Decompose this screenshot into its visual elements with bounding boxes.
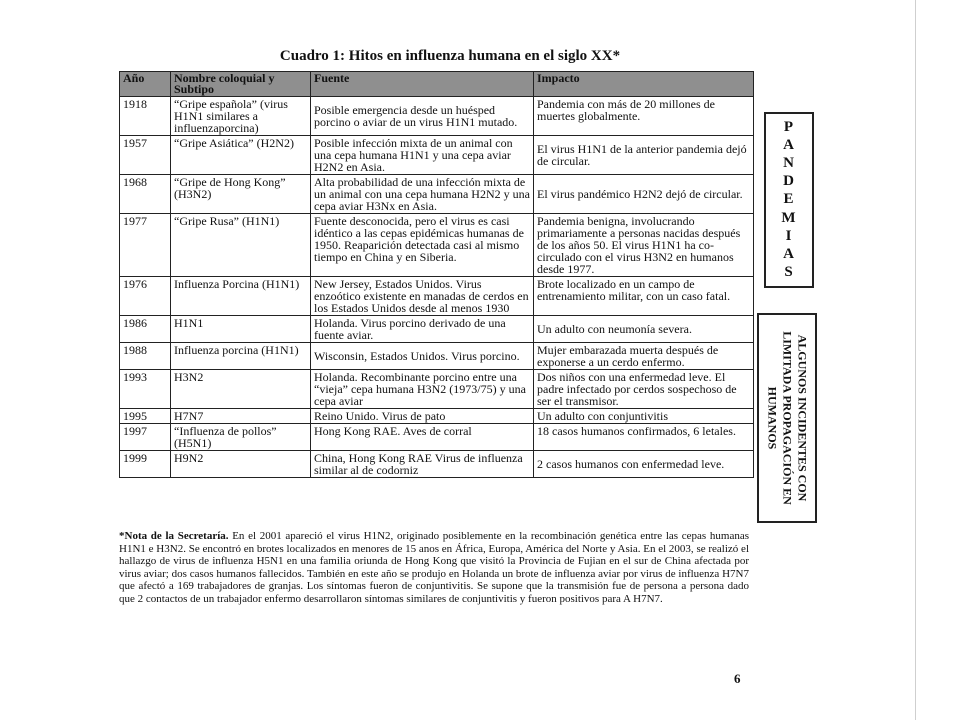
- pandemias-letter: E: [783, 191, 795, 208]
- cell-source: Hong Kong RAE. Aves de corral: [311, 424, 534, 451]
- cell-impact: Pandemia con más de 20 millones de muertes globalmente.: [534, 97, 754, 136]
- cell-name: H7N7: [171, 409, 311, 424]
- cell-name: “Gripe española” (virus H1N1 similares a influenzaporcina): [171, 97, 311, 136]
- table-row: [120, 316, 754, 343]
- table-row: [120, 424, 754, 451]
- cell-year: 1976: [120, 277, 171, 316]
- limited-incidents-text: ALGUNOS INCIDENTES CON LIMITADA PROPAGACIÓN EN HUMANOS: [765, 331, 810, 505]
- cell-impact: El virus H1N1 de la anterior pandemia dejó de circular.: [534, 136, 754, 175]
- cell-source: Wisconsin, Estados Unidos. Virus porcino.: [311, 343, 534, 370]
- cell-name: H3N2: [171, 370, 311, 409]
- cell-name: H9N2: [171, 451, 311, 478]
- cell-source: Fuente desconocida, pero el virus es casi idéntico a las cepas epidémicas humanas de 1950. Reaparición detectada casi al mismo tiempo en China y en Siberia.: [311, 214, 534, 277]
- table-row: [120, 409, 754, 424]
- cell-name: “Gripe de Hong Kong” (H3N2): [171, 175, 311, 214]
- page-edge-divider: [915, 0, 916, 720]
- header-source: Fuente: [311, 72, 534, 97]
- table-title: Cuadro 1: Hitos en influenza humana en el siglo XX*: [279, 48, 621, 64]
- pandemias-letter: N: [783, 155, 795, 172]
- cell-source: Holanda. Recombinante porcino entre una “vieja” cepa humana H3N2 (1973/75) y una cepa aviar: [311, 370, 534, 409]
- table-row: [120, 214, 754, 277]
- cell-year: 1995: [120, 409, 171, 424]
- pandemias-side-label: [764, 112, 814, 288]
- cell-name: Influenza porcina (H1N1): [171, 343, 311, 370]
- table-row: [120, 97, 754, 136]
- cell-year: 1997: [120, 424, 171, 451]
- table-row: [120, 175, 754, 214]
- cell-source: Posible emergencia desde un huésped porcino o aviar de un virus H1N1 mutado.: [311, 97, 534, 136]
- cell-source: Posible infección mixta de un animal con una cepa humana H1N1 y una cepa aviar H2N2 en Asia.: [311, 136, 534, 175]
- table-header-row: [120, 72, 754, 97]
- cell-impact: Mujer embarazada muerta después de exponerse a un cerdo enfermo.: [534, 343, 754, 370]
- table-row: [120, 136, 754, 175]
- cell-impact: Brote localizado en un campo de entrenamiento militar, con un caso fatal.: [534, 277, 754, 316]
- note-label: *Nota de la Secretaría.: [119, 530, 229, 542]
- cell-year: 1993: [120, 370, 171, 409]
- influenza-milestones-table: [119, 71, 754, 478]
- note-text: En el 2001 apareció el virus H1N2, originado posiblemente en la recombinación genética entre las cepas humanas H1N1 e H3N2. Se encontró en brotes localizados en menores de 15 anos en África, Europa, América del Norte y Asia. En el 2003, se realizó el hallazgo de virus de influenza H5N1 en una familia oriunda de Hong Kong que visitó la Provincia de Fujian en el sur de China afectada por virus aviar; dos casos humanos fallecidos. También en este año se produjo en Holanda un brote de influenza aviar por virus de influenza H7N7 que afectó a 169 trabajadores de granjas. Los síntomas fueron de conjuntivitis. Se supone que la transmisión fue de persona a persona dado que 2 contactos de un trabajador enfermo desarrollaron síntomas similares de conjuntivitis y fueron positivos para A H7N7.: [119, 530, 749, 605]
- cell-year: 1957: [120, 136, 171, 175]
- cell-year: 1986: [120, 316, 171, 343]
- cell-impact: 2 casos humanos con enfermedad leve.: [534, 451, 754, 478]
- pandemias-letter: A: [783, 136, 795, 153]
- table-row: [120, 370, 754, 409]
- cell-impact: El virus pandémico H2N2 dejó de circular.: [534, 175, 754, 214]
- table-row: [120, 451, 754, 478]
- table-row: [120, 277, 754, 316]
- pandemias-letter: M: [781, 209, 797, 226]
- cell-year: 1977: [120, 214, 171, 277]
- cell-name: Influenza Porcina (H1N1): [171, 277, 311, 316]
- cell-source: Reino Unido. Virus de pato: [311, 409, 534, 424]
- cell-impact: Un adulto con neumonía severa.: [534, 316, 754, 343]
- cell-impact: Dos niños con una enfermedad leve. El padre infectado por cerdos sospechoso de ser el transmisor.: [534, 370, 754, 409]
- cell-source: China, Hong Kong RAE Virus de influenza similar al de codorniz: [311, 451, 534, 478]
- cell-name: H1N1: [171, 316, 311, 343]
- pandemias-letter: A: [783, 246, 795, 263]
- header-name: Nombre coloquial y Subtipo: [171, 72, 311, 97]
- cell-source: Holanda. Virus porcino derivado de una fuente aviar.: [311, 316, 534, 343]
- cell-year: 1999: [120, 451, 171, 478]
- header-year: Año: [120, 72, 171, 97]
- cell-impact: Un adulto con conjuntivitis: [534, 409, 754, 424]
- cell-name: “Gripe Asiática” (H2N2): [171, 136, 311, 175]
- cell-year: 1968: [120, 175, 171, 214]
- limited-incidents-side-label: [757, 313, 817, 523]
- header-impact: Impacto: [534, 72, 754, 97]
- cell-source: Alta probabilidad de una infección mixta de un animal con una cepa humana H2N2 y una cepa aviar H3Nx en Asia.: [311, 175, 534, 214]
- pandemias-letter: P: [783, 118, 795, 135]
- cell-year: 1918: [120, 97, 171, 136]
- page-number: 6: [734, 671, 741, 686]
- cell-impact: Pandemia benigna, involucrando primariamente a personas nacidas después de los años 50. El virus H1N1 ha co- circulado con el virus H3N2 en humanos desde 1977.: [534, 214, 754, 277]
- cell-year: 1988: [120, 343, 171, 370]
- secretariat-note: [119, 530, 749, 606]
- pandemias-letter: S: [784, 264, 794, 281]
- table-row: [120, 343, 754, 370]
- cell-source: New Jersey, Estados Unidos. Virus enzoótico existente en manadas de cerdos en los Estados Unidos desde al menos 1930: [311, 277, 534, 316]
- pandemias-letter: D: [783, 173, 795, 190]
- cell-name: “Gripe Rusa” (H1N1): [171, 214, 311, 277]
- cell-name: “Influenza de pollos” (H5N1): [171, 424, 311, 451]
- cell-impact: 18 casos humanos confirmados, 6 letales.: [534, 424, 754, 451]
- pandemias-letter: I: [785, 227, 793, 244]
